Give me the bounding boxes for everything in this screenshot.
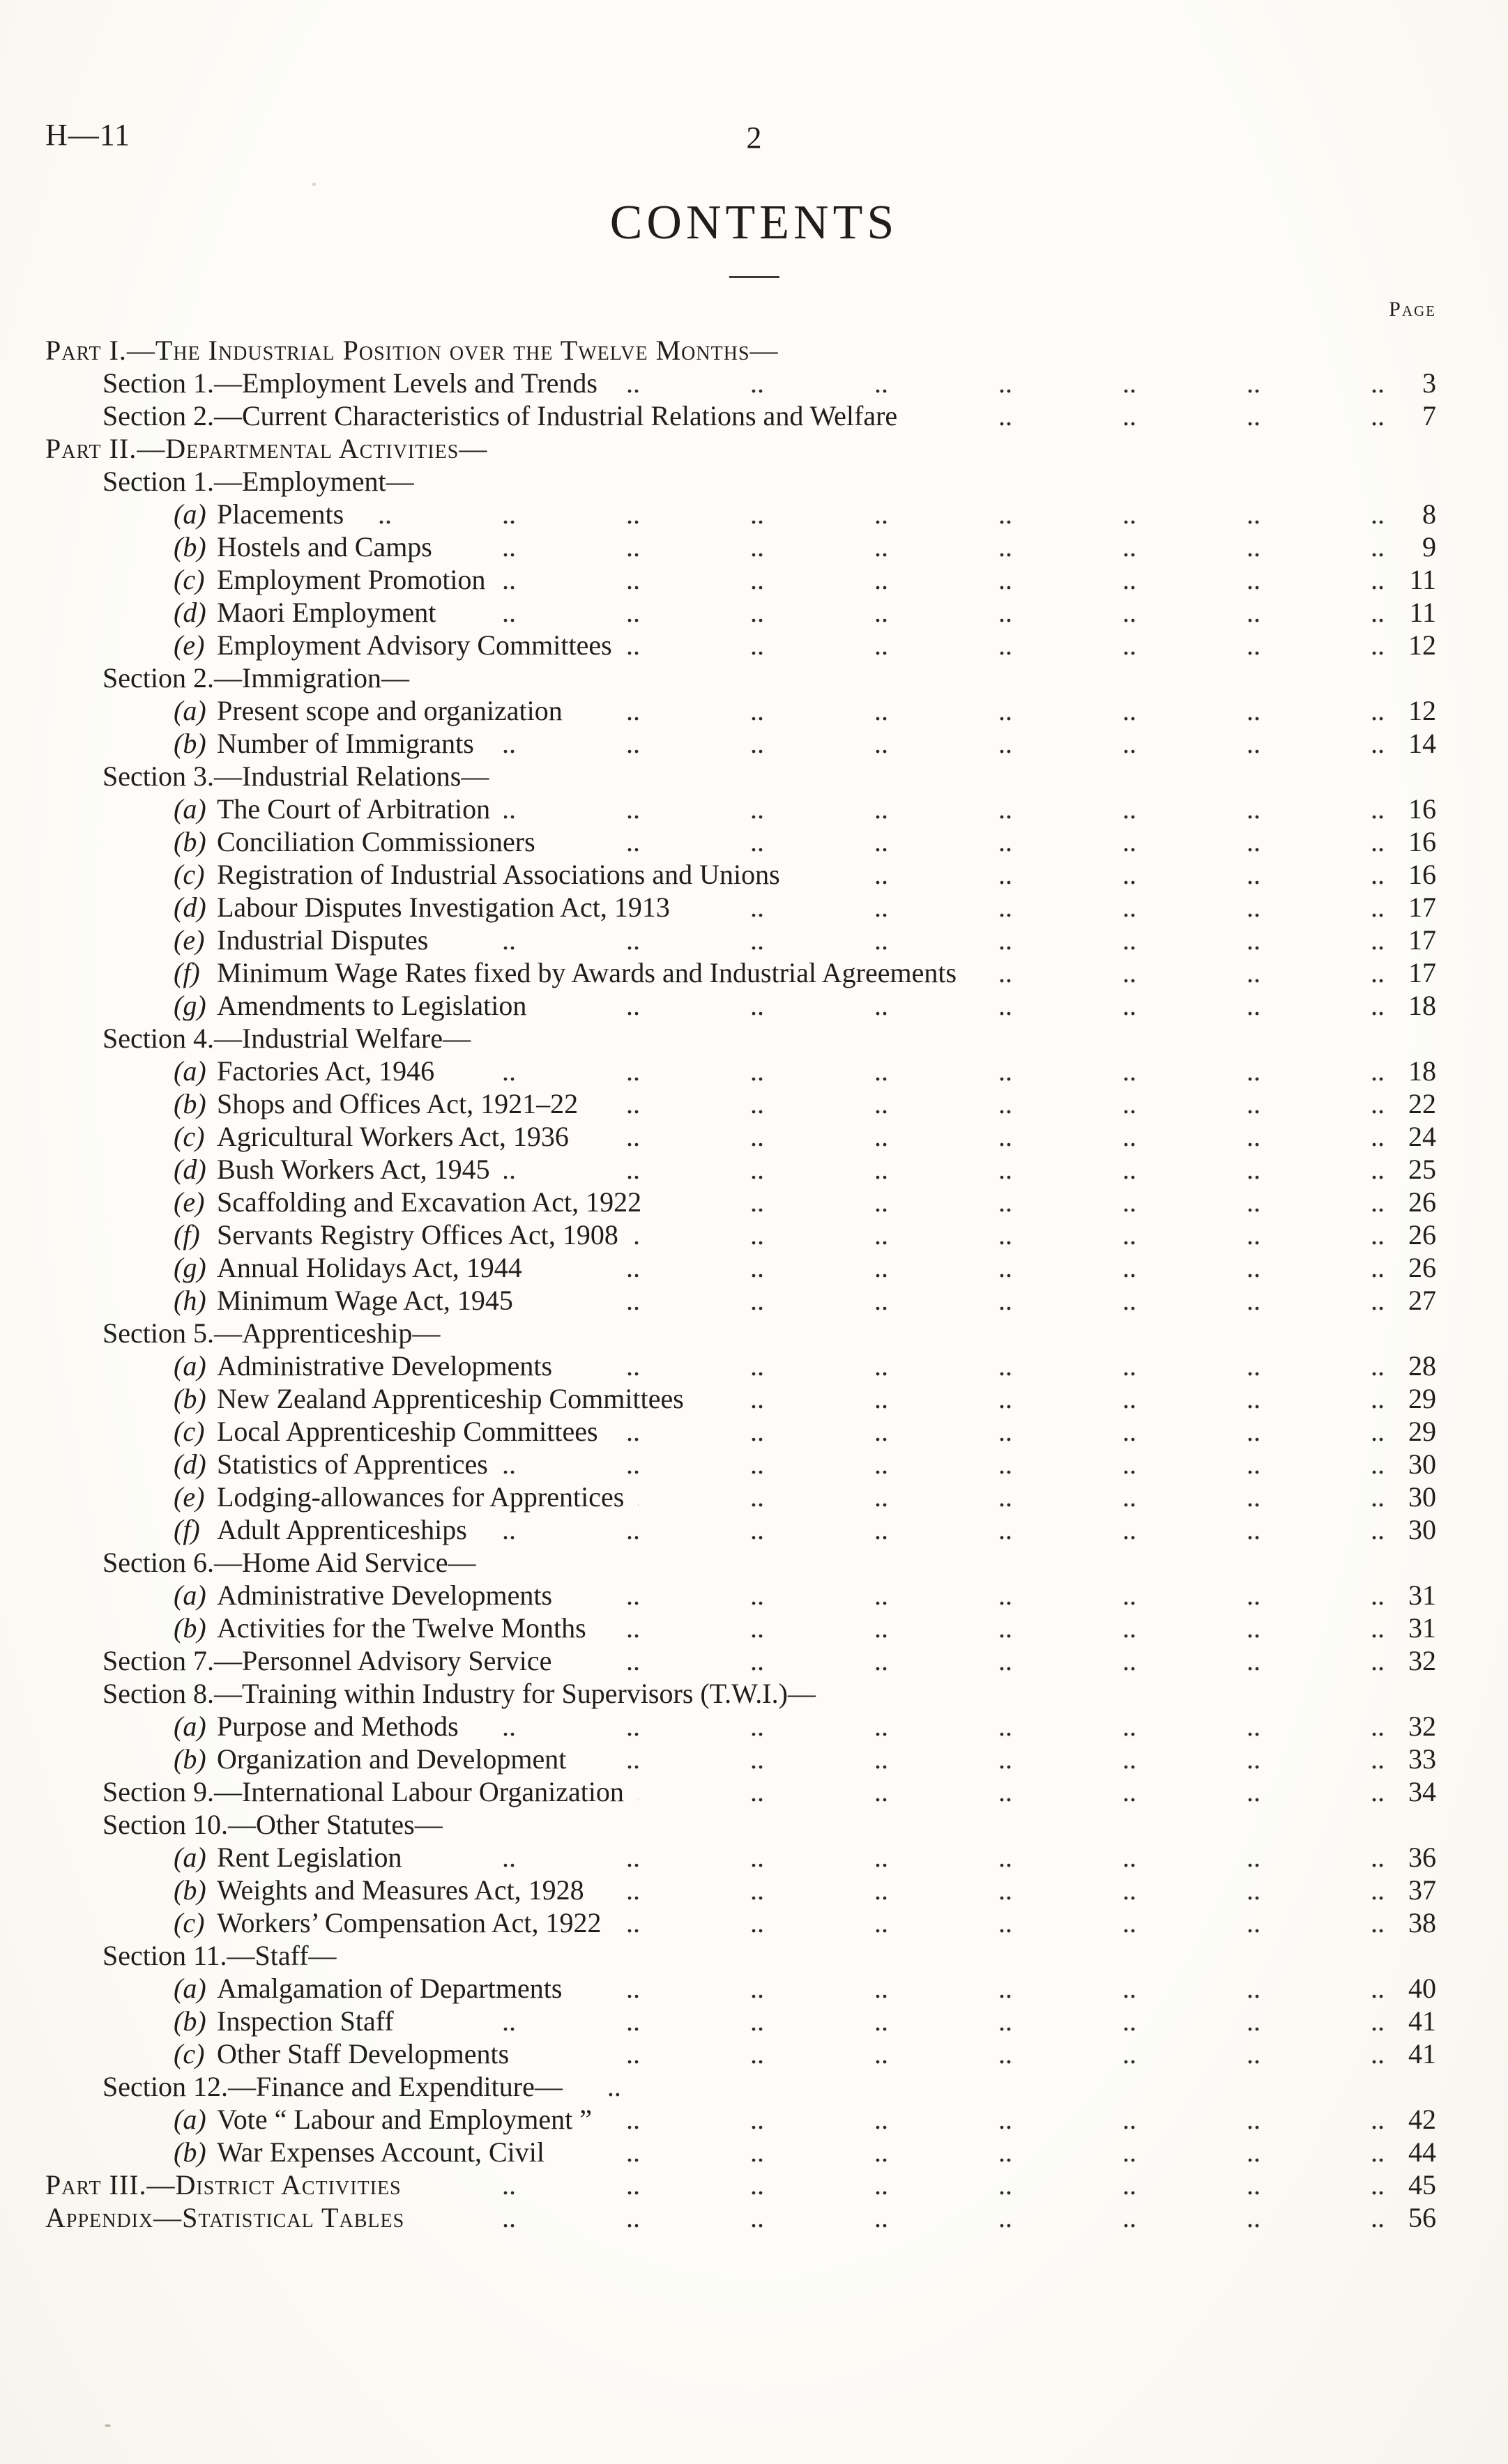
- dot-leader: [794, 858, 1385, 891]
- toc-page-number: 17: [1408, 924, 1436, 956]
- toc-row: [45, 1349, 1436, 1382]
- dot-leader: [583, 1120, 1385, 1153]
- toc-row: [45, 858, 1436, 891]
- toc-item-letter: (b): [174, 1743, 206, 1775]
- toc-item-text: Shops and Offices Act, 1921–22: [217, 1088, 579, 1119]
- toc-row: [45, 1808, 1436, 1841]
- toc-row: [45, 1906, 1436, 1939]
- report-reference: H—11: [45, 118, 131, 152]
- dot-leader: [632, 1218, 1385, 1251]
- toc-item-text: Section 1.—Employment—: [102, 466, 414, 497]
- toc-page-number: 32: [1408, 1711, 1436, 1742]
- toc-row: [45, 1612, 1436, 1644]
- toc-item-letter: (h): [174, 1285, 206, 1316]
- scan-speck: [105, 2424, 111, 2427]
- toc-item-text: Lodging-allowances for Apprentices: [217, 1481, 625, 1513]
- toc-list: [0, 334, 1508, 2234]
- toc-item-letter: (a): [174, 1973, 206, 2004]
- page-header: [0, 0, 1508, 159]
- toc-item-letter: (b): [174, 2005, 206, 2037]
- toc-item-letter: (a): [174, 1711, 206, 1742]
- toc-item-text: Minimum Wage Rates fixed by Awards and Industrial Agreements: [217, 957, 957, 988]
- toc-item-letter: (e): [174, 629, 205, 661]
- toc-page-number: 42: [1408, 2104, 1436, 2135]
- dot-leader: [408, 2005, 1385, 2037]
- dot-leader: [473, 1710, 1385, 1743]
- toc-page-number: 29: [1408, 1416, 1436, 1447]
- dot-leader: [504, 793, 1385, 825]
- toc-item-letter: (f): [174, 1219, 200, 1250]
- toc-row: [45, 989, 1436, 1022]
- dot-leader: [446, 530, 1385, 563]
- toc-page-number: 31: [1408, 1579, 1436, 1611]
- toc-trailing-dots: ..: [607, 2071, 621, 2102]
- toc-page-number: 30: [1408, 1481, 1436, 1513]
- dot-leader: [592, 1087, 1385, 1120]
- toc-item-text: Adult Apprenticeships: [217, 1514, 467, 1545]
- toc-item-text: Scaffolding and Excavation Act, 1922: [217, 1186, 642, 1218]
- toc-item-text: Part II.—Departmental Activities—: [45, 433, 488, 464]
- toc-row: [45, 1710, 1436, 1743]
- dot-leader: [523, 2037, 1385, 2070]
- page-number: 2: [746, 121, 762, 155]
- toc-item-text: Statistics of Apprentices: [217, 1448, 488, 1480]
- toc-item-letter: (a): [174, 793, 206, 825]
- page-column-label: Page: [1389, 298, 1436, 321]
- toc-row: [45, 924, 1436, 956]
- toc-item-text: Organization and Development: [217, 1743, 567, 1775]
- dot-leader: [450, 596, 1385, 629]
- toc-item-letter: (c): [174, 1416, 205, 1447]
- toc-row: [45, 2136, 1436, 2168]
- toc-item-text: Amalgamation of Departments: [217, 1973, 563, 2004]
- toc-item-letter: (b): [174, 2136, 206, 2168]
- dot-leader: [911, 399, 1385, 432]
- toc-row: [45, 2070, 1436, 2103]
- dot-leader: [481, 1513, 1385, 1546]
- toc-item-letter: (f): [174, 957, 200, 988]
- title-rule: [729, 276, 779, 278]
- dot-leader: [488, 727, 1385, 760]
- toc-row: [45, 1120, 1436, 1153]
- toc-page-number: 31: [1408, 1612, 1436, 1644]
- toc-item-letter: (f): [174, 1514, 200, 1545]
- toc-row: [45, 1382, 1436, 1415]
- toc-row: [45, 1644, 1436, 1677]
- toc-page-number: 17: [1408, 957, 1436, 988]
- toc-row: [45, 596, 1436, 629]
- toc-row: [45, 1186, 1436, 1218]
- toc-item-text: Number of Immigrants: [217, 728, 474, 759]
- toc-page-number: 16: [1408, 793, 1436, 825]
- toc-page-number: 41: [1408, 2005, 1436, 2037]
- dot-leader: [600, 1612, 1385, 1644]
- toc-item-text: Registration of Industrial Associations and Unions: [217, 859, 780, 890]
- toc-item-letter: (g): [174, 1252, 206, 1283]
- toc-item-letter: (d): [174, 1154, 206, 1185]
- toc-page-number: 28: [1408, 1350, 1436, 1382]
- dot-leader: [358, 498, 1385, 530]
- toc-item-letter: (b): [174, 826, 206, 857]
- dot-leader: [536, 1251, 1385, 1284]
- toc-page-number: 18: [1408, 1055, 1436, 1087]
- dot-leader: [527, 1284, 1385, 1317]
- toc-item-letter: (e): [174, 1186, 205, 1218]
- toc-row: [45, 1546, 1436, 1579]
- toc-item-letter: (a): [174, 1579, 206, 1611]
- toc-item-text: Part III.—District Activities: [45, 2169, 402, 2201]
- dot-leader: [565, 1644, 1385, 1677]
- toc-row: [45, 760, 1436, 793]
- dot-leader: [626, 629, 1385, 661]
- toc-row: [45, 2201, 1436, 2234]
- toc-item-letter: (b): [174, 728, 206, 759]
- toc-item-text: Industrial Disputes: [217, 924, 429, 956]
- toc-item-text: Annual Holidays Act, 1944: [217, 1252, 522, 1283]
- toc-page-number: 16: [1408, 826, 1436, 857]
- dot-leader: [612, 1415, 1385, 1448]
- toc-page-number: 11: [1409, 597, 1436, 628]
- toc-page-number: 17: [1408, 892, 1436, 923]
- toc-item-text: Purpose and Methods: [217, 1711, 459, 1742]
- toc-row: [45, 1087, 1436, 1120]
- toc-row: [45, 563, 1436, 596]
- toc-row: [45, 2037, 1436, 2070]
- dot-leader: [638, 1480, 1385, 1513]
- dot-leader: [611, 367, 1385, 399]
- toc-page-number: 56: [1408, 2202, 1436, 2233]
- toc-item-text: Rent Legislation: [217, 1842, 402, 1873]
- dot-leader: [698, 1382, 1385, 1415]
- toc-row: [45, 2005, 1436, 2037]
- toc-page-number: 3: [1422, 367, 1436, 399]
- dot-leader: [540, 989, 1385, 1022]
- toc-page-number: 38: [1408, 1907, 1436, 1938]
- toc-item-text: Employment Promotion: [217, 564, 486, 595]
- toc-item-text: War Expenses Account, Civil: [217, 2136, 545, 2168]
- toc-page-number: 40: [1408, 1973, 1436, 2004]
- toc-item-text: Bush Workers Act, 1945: [217, 1154, 490, 1185]
- toc-row: [45, 1579, 1436, 1612]
- toc-item-text: Placements: [217, 498, 344, 530]
- toc-item-text: Amendments to Legislation: [217, 990, 527, 1021]
- toc-page-number: 16: [1408, 859, 1436, 890]
- toc-item-letter: (a): [174, 498, 206, 530]
- toc-row: [45, 1939, 1436, 1972]
- dot-leader: [580, 1743, 1385, 1775]
- toc-item-letter: (b): [174, 531, 206, 563]
- toc-item-text: Weights and Measures Act, 1928: [217, 1874, 584, 1906]
- toc-row: [45, 1022, 1436, 1055]
- dot-leader: [500, 563, 1385, 596]
- toc-item-text: Vote “ Labour and Employment ”: [217, 2104, 593, 2135]
- toc-row: [45, 793, 1436, 825]
- toc-item-letter: (d): [174, 892, 206, 923]
- toc-item-text: Minimum Wage Act, 1945: [217, 1285, 513, 1316]
- dot-leader: [577, 694, 1385, 727]
- toc-page-number: 24: [1408, 1121, 1436, 1152]
- toc-item-letter: (e): [174, 924, 205, 956]
- toc-page-number: 8: [1422, 498, 1436, 530]
- scan-speck: [312, 183, 316, 186]
- dot-leader: [566, 1579, 1385, 1612]
- toc-row: [45, 1153, 1436, 1186]
- toc-page-number: 41: [1408, 2038, 1436, 2069]
- toc-row: [45, 334, 1436, 367]
- toc-row: [45, 2168, 1436, 2201]
- dot-leader: [416, 2168, 1385, 2201]
- toc-item-letter: (g): [174, 990, 206, 1021]
- toc-page-number: 26: [1408, 1219, 1436, 1250]
- toc-row: [45, 1972, 1436, 2005]
- toc-item-text: Other Staff Developments: [217, 2038, 510, 2069]
- toc-row: [45, 399, 1436, 432]
- toc-row: [45, 1874, 1436, 1906]
- toc-item-text: New Zealand Apprenticeship Committees: [217, 1383, 684, 1414]
- toc-page-number: 12: [1408, 629, 1436, 661]
- toc-page-number: 26: [1408, 1252, 1436, 1283]
- toc-row: [45, 367, 1436, 399]
- dot-leader: [638, 1775, 1385, 1808]
- toc-item-letter: (a): [174, 1055, 206, 1087]
- toc-item-letter: (b): [174, 1612, 206, 1644]
- toc-item-text: Section 6.—Home Aid Service—: [102, 1547, 476, 1578]
- toc-item-letter: (b): [174, 1383, 206, 1414]
- toc-row: [45, 432, 1436, 465]
- toc-item-text: Administrative Developments: [217, 1579, 553, 1611]
- toc-item-letter: (a): [174, 1350, 206, 1382]
- toc-item-letter: (a): [174, 695, 206, 726]
- dot-leader: [566, 1349, 1385, 1382]
- toc-row: [45, 1448, 1436, 1480]
- toc-item-text: Workers’ Compensation Act, 1922: [217, 1907, 602, 1938]
- toc-item-text: Factories Act, 1946: [217, 1055, 435, 1087]
- toc-item-text: Appendix—Statistical Tables: [45, 2202, 405, 2233]
- toc-row: [45, 629, 1436, 661]
- toc-item-text: Section 11.—Staff—: [102, 1940, 337, 1971]
- dot-leader: [549, 825, 1385, 858]
- toc-row: [45, 1513, 1436, 1546]
- toc-page-number: 34: [1408, 1776, 1436, 1807]
- toc-page-number: 26: [1408, 1186, 1436, 1218]
- toc-item-text: Section 12.—Finance and Expenditure—: [102, 2071, 563, 2102]
- toc-page-number: 30: [1408, 1448, 1436, 1480]
- toc-item-text: Section 7.—Personnel Advisory Service: [102, 1645, 552, 1676]
- toc-row: [45, 1775, 1436, 1808]
- dot-leader: [504, 1153, 1385, 1186]
- dot-leader: [442, 924, 1385, 956]
- toc-item-text: Section 8.—Training within Industry for Supervisors (T.W.I.)—: [102, 1678, 816, 1709]
- toc-row: [45, 1677, 1436, 1710]
- toc-page-number: 27: [1408, 1285, 1436, 1316]
- toc-page-number: 44: [1408, 2136, 1436, 2168]
- contents-title: CONTENTS: [609, 196, 899, 250]
- toc-item-text: The Court of Arbitration: [217, 793, 491, 825]
- toc-item-letter: (a): [174, 2104, 206, 2135]
- toc-item-text: Section 5.—Apprenticeship—: [102, 1317, 441, 1349]
- toc-item-text: Activities for the Twelve Months: [217, 1612, 586, 1644]
- toc-row: [45, 1251, 1436, 1284]
- toc-item-text: Present scope and organization: [217, 695, 563, 726]
- dot-leader: [576, 1972, 1385, 2005]
- toc-item-text: Conciliation Commissioners: [217, 826, 535, 857]
- toc-row: [45, 661, 1436, 694]
- toc-item-text: Section 9.—International Labour Organization: [102, 1776, 624, 1807]
- dot-leader: [598, 1874, 1385, 1906]
- toc-page-number: 36: [1408, 1842, 1436, 1873]
- toc-row: [45, 1743, 1436, 1775]
- toc-row: [45, 1480, 1436, 1513]
- toc-row: [45, 2103, 1436, 2136]
- toc-row: [45, 1055, 1436, 1087]
- dot-leader: [448, 1055, 1385, 1087]
- toc-page-number: 22: [1408, 1088, 1436, 1119]
- toc-page-number: 7: [1422, 400, 1436, 431]
- toc-item-text: Labour Disputes Investigation Act, 1913: [217, 892, 670, 923]
- dot-leader: [416, 1841, 1385, 1874]
- toc-item-letter: (c): [174, 2038, 205, 2069]
- dot-leader: [418, 2201, 1385, 2234]
- toc-row: [45, 1284, 1436, 1317]
- dot-leader: [970, 956, 1385, 989]
- toc-item-letter: (e): [174, 1481, 205, 1513]
- dot-leader: [502, 1448, 1385, 1480]
- toc-item-letter: (a): [174, 1842, 206, 1873]
- toc-item-letter: (c): [174, 564, 205, 595]
- toc-page-number: 32: [1408, 1645, 1436, 1676]
- toc-row: [45, 1415, 1436, 1448]
- dot-leader: [558, 2136, 1385, 2168]
- toc-item-letter: (b): [174, 1874, 206, 1906]
- toc-item-letter: (c): [174, 859, 205, 890]
- toc-item-text: Local Apprenticeship Committees: [217, 1416, 598, 1447]
- toc-item-text: Section 2.—Current Characteristics of Industrial Relations and Welfare: [102, 400, 898, 431]
- toc-item-text: Employment Advisory Committees: [217, 629, 612, 661]
- toc-item-text: Section 2.—Immigration—: [102, 662, 409, 694]
- toc-row: [45, 694, 1436, 727]
- toc-item-text: Section 3.—Industrial Relations—: [102, 760, 489, 792]
- toc-page-number: 29: [1408, 1383, 1436, 1414]
- toc-item-text: Servants Registry Offices Act, 1908: [217, 1219, 618, 1250]
- toc-row: [45, 825, 1436, 858]
- toc-page-number: 30: [1408, 1514, 1436, 1545]
- toc-row: [45, 727, 1436, 760]
- toc-item-letter: (d): [174, 1448, 206, 1480]
- toc-item-letter: (c): [174, 1907, 205, 1938]
- toc-page-number: 18: [1408, 990, 1436, 1021]
- toc-item-text: Section 4.—Industrial Welfare—: [102, 1023, 471, 1054]
- toc-page-number: 11: [1409, 564, 1436, 595]
- dot-leader: [616, 1906, 1385, 1939]
- toc-item-text: Administrative Developments: [217, 1350, 553, 1382]
- toc-item-text: Inspection Staff: [217, 2005, 394, 2037]
- toc-row: [45, 956, 1436, 989]
- toc-item-letter: (b): [174, 1088, 206, 1119]
- toc-item-text: Part I.—The Industrial Position over the Twelve Months—: [45, 335, 779, 366]
- toc-page-number: 37: [1408, 1874, 1436, 1906]
- toc-item-text: Agricultural Workers Act, 1936: [217, 1121, 569, 1152]
- toc-page-number: 12: [1408, 695, 1436, 726]
- toc-row: [45, 465, 1436, 498]
- dot-leader: [684, 891, 1385, 924]
- dot-leader: [655, 1186, 1385, 1218]
- toc-page-number: 45: [1408, 2169, 1436, 2201]
- toc-page-number: 25: [1408, 1154, 1436, 1185]
- toc-item-letter: (d): [174, 597, 206, 628]
- toc-item-text: Hostels and Camps: [217, 531, 432, 563]
- toc-row: [45, 1317, 1436, 1349]
- toc-item-text: Section 10.—Other Statutes—: [102, 1809, 443, 1840]
- toc-item-text: Section 1.—Employment Levels and Trends: [102, 367, 597, 399]
- toc-row: [45, 891, 1436, 924]
- toc-row: [45, 498, 1436, 530]
- toc-item-text: Maori Employment: [217, 597, 436, 628]
- toc-row: [45, 1218, 1436, 1251]
- toc-page-number: 14: [1408, 728, 1436, 759]
- toc-page-number: 33: [1408, 1743, 1436, 1775]
- toc-page-number: 9: [1422, 531, 1436, 563]
- toc-row: [45, 1841, 1436, 1874]
- dot-leader: [606, 2103, 1385, 2136]
- toc-item-letter: (c): [174, 1121, 205, 1152]
- toc-row: [45, 530, 1436, 563]
